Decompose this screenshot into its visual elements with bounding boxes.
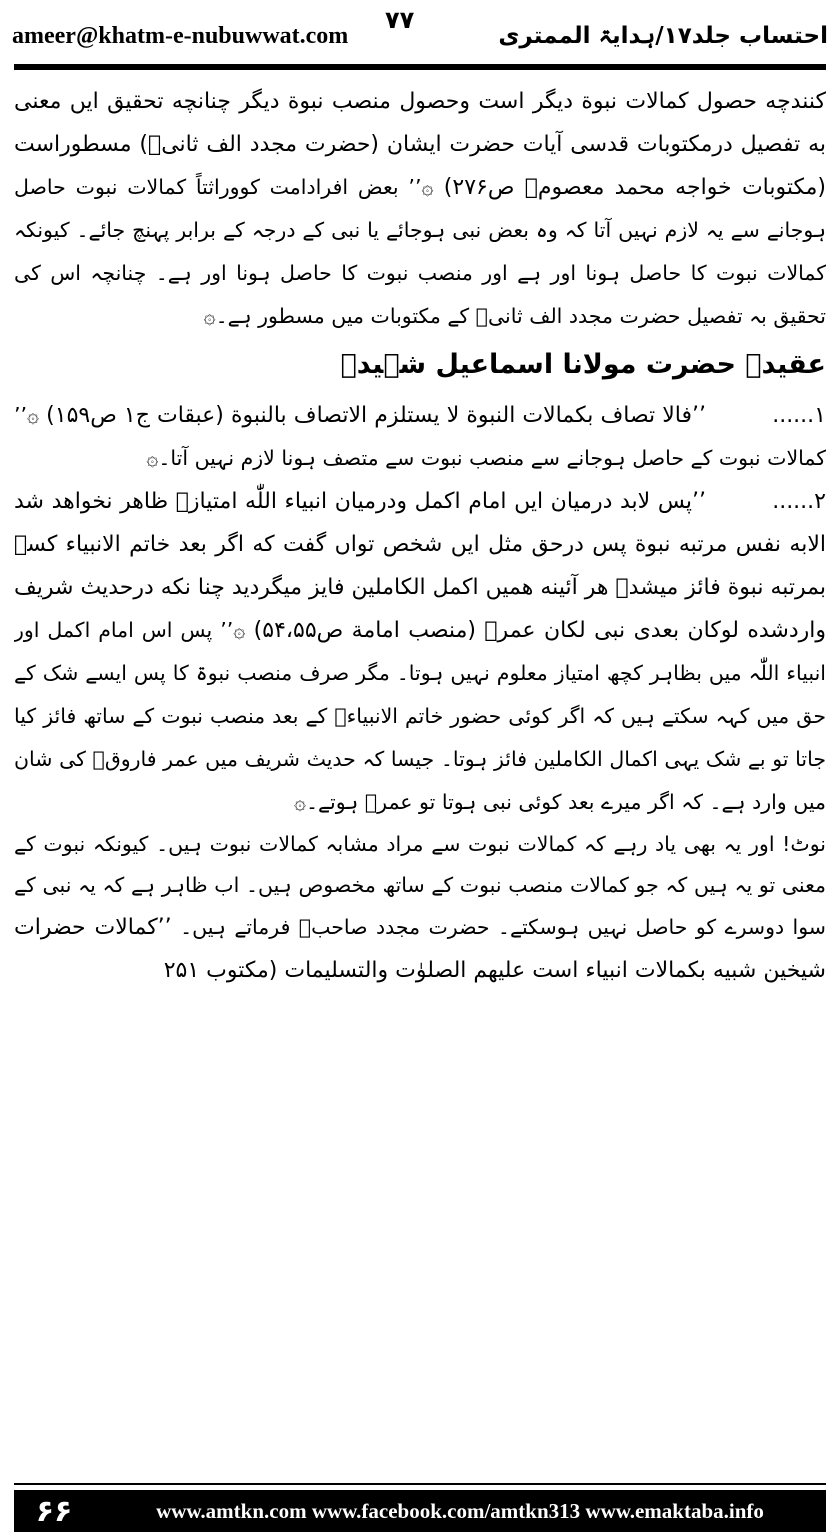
- ornament-open: ۞: [27, 403, 40, 427]
- footer-rule: [14, 1483, 826, 1485]
- header-page-number: ۷۷: [385, 6, 415, 34]
- footer-website-links: www.amtkn.com www.facebook.com/amtkn313 www.emaktaba.info: [156, 1498, 764, 1523]
- ornament-open: ۞: [421, 175, 434, 199]
- page-content: [14, 80, 826, 1455]
- footer-page-number: ۶۶: [35, 1493, 73, 1529]
- paragraph-1-persian: کنندچه حصول کمالات نبوة دیگر است وحصول منصب نبوة دیگر چنانچه تحقیق ایں معنی به تفصیل درمکتوبات قدسی آیات حضرت ایشان (حضرت مجدد الف ثانیؒ) مسطوراست (مکتوبات خواجه محمد معصومؒ ص۲۷۶): [14, 89, 826, 200]
- list-item-2-persian: ’’پس لابد درمیان ایں امام اکمل ودرمیان انبیاء اللّٰه امتیازے ظاهر نخواهد شد الابه نفس مرتبه نبوة پس درحق مثل ایں شخص تواں گفت که اگر بعد خاتم الانبیاء کسے بمرتبه نبوة فائز میشدے هر آئینه همیں اکمل الکاملین فایز میگردید چنا نکه درحدیث شریف واردشده لوکان بعدی نبی لکان عمرؓ (منصب امامة ص۵۴،۵۵): [14, 489, 826, 643]
- paragraph-1: [14, 80, 826, 338]
- header-book-title: احتساب جلد۱۷/ہدایۃ الممتری: [498, 23, 828, 49]
- list-item-1-persian: ’’فالا تصاف بکمالات النبوة لا یستلزم الاتصاف بالنبوة (عبقات ج۱ ص۱۵۹): [46, 403, 706, 428]
- header-rule: [14, 64, 826, 70]
- section-heading: عقیدہ حضرت مولانا اسماعیل شہیدؒ: [340, 349, 826, 380]
- note-urdu: نوٹ! اور یہ بھی یاد رہے کہ کمالات نبوت سے مراد مشابہ کمالات نبوت ہیں۔ کیونکہ نبوت کے معنی تو یہ ہیں کہ جو کمالات منصب نبوت کے ساتھ مخصوص ہیں۔ اب ظاہر ہے کہ یہ نبی کے سوا دوسرے کو حاصل نہیں ہوسکتے۔ حضرت مجدد صاحبؒ فرماتے ہیں۔: [14, 832, 826, 939]
- list-item-1: [14, 394, 826, 480]
- list-item-1-number: ۱......: [772, 403, 826, 428]
- note-paragraph: [14, 824, 826, 992]
- page-header: [12, 10, 828, 62]
- list-item-2-number: ۲......: [772, 489, 826, 514]
- ornament-close: ۞: [146, 446, 159, 470]
- note-persian: ’’کمالات حضرات شیخین شبیه بکمالات انبیاء است علیهم الصلوٰت والتسلیمات (مکتوب ۲۵۱: [14, 915, 826, 983]
- page-footer: [14, 1490, 826, 1532]
- ornament-close: ۞: [293, 790, 306, 814]
- header-email: ameer@khatm-e-nubuwwat.com: [12, 22, 349, 49]
- list-item-2-urdu: ۞’’ پس اس امام اکمل اور انبیاء اللّٰہ میں بظاہر کچھ امتیاز معلوم نہیں ہوتا۔ مگر صرف منصب نبوۃ کا پس ایسے شک کے حق میں کہہ سکتے ہیں کہ اگر کوئی حضور خاتم الانبیاءﷺ کے بعد منصب نبوت کے ساتھ فائز کیا جاتا تو بے شک یہی اکمال الکاملین فائز ہوتا۔ جیسا کہ حدیث شریف میں عمر فاروقؓ کی شان میں وارد ہے۔ کہ اگر میرے بعد کوئی نبی ہوتا تو عمرؓ ہوتے۔۞: [14, 618, 826, 814]
- list-item-2: [14, 480, 826, 824]
- ornament-close: ۞: [203, 304, 216, 328]
- ornament-open: ۞: [233, 618, 246, 642]
- list-item-1-urdu: ۞’’ کمالات نبوت کے حاصل ہوجانے سے منصب نبوت سے متصف ہونا لازم نہیں آتا۔۞: [14, 403, 826, 470]
- paragraph-1-urdu: ۞’’ بعض افرادامت کووراثتاً کمالات نبوت حاصل ہوجانے سے یہ لازم نہیں آتا کہ وہ بعض نبی ہوجائے یا نبی کے درجہ کے برابر پہنچ جائے۔ کیونکہ کمالات نبوت کا حاصل ہونا اور ہے اور منصب نبوت کا حاصل ہونا اور ہے۔ چنانچہ اس کی تحقیق بہ تفصیل حضرت مجدد الف ثانیؒ کے مکتوبات میں مسطور ہے۔۞: [14, 175, 826, 328]
